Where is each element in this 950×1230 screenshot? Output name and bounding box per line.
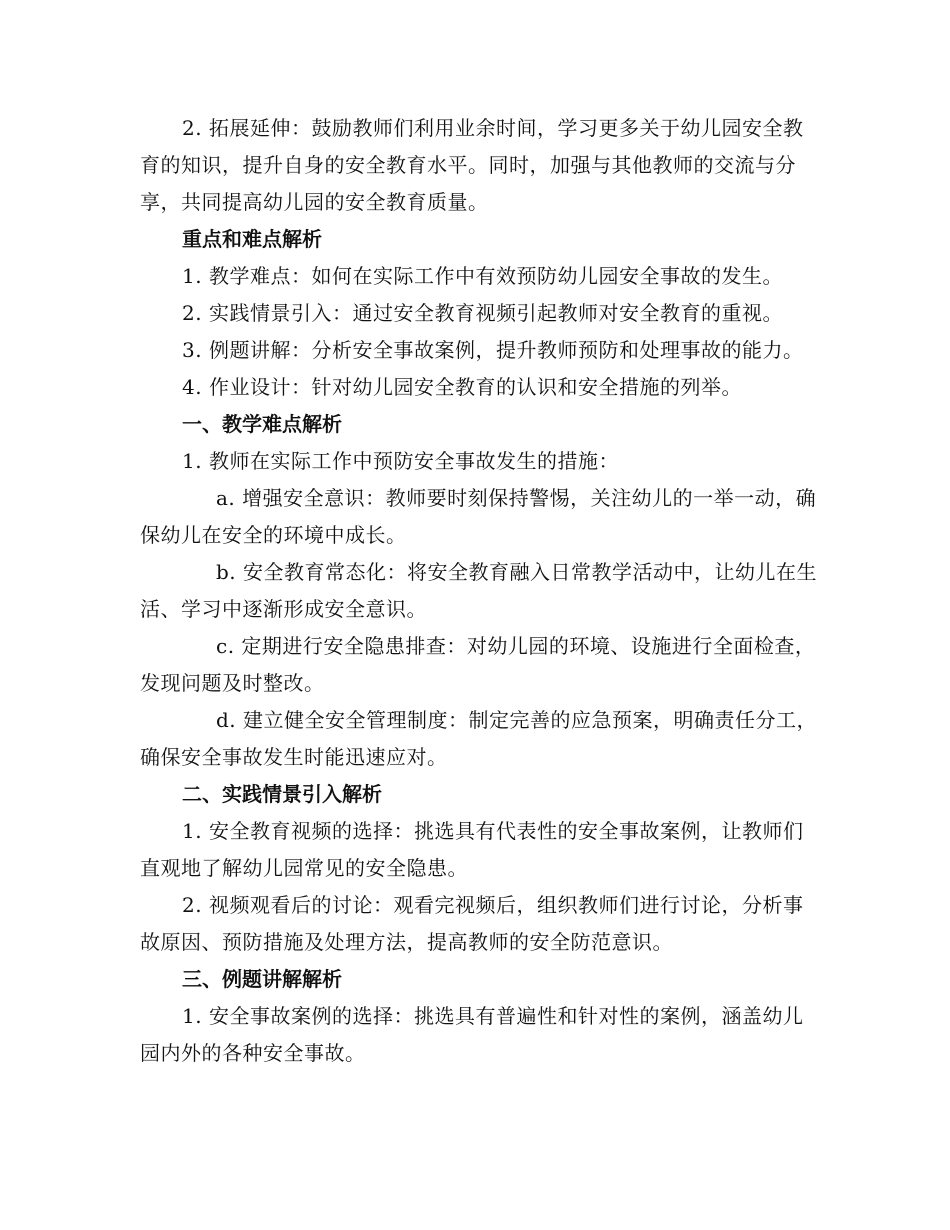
paragraph-homework: 4. 作业设计：针对幼儿园安全教育的认识和安全措施的列举。 — [182, 375, 742, 399]
paragraph-video-discussion: 2. 视频观看后的讨论：观看完视频后，组织教师们进行讨论，分析事故原因、预防措施及处理方法，提高教师的安全防范意识。 — [140, 893, 804, 954]
paragraph-video-selection: 1. 安全教育视频的选择：挑选具有代表性的安全事故案例，让教师们直观地了解幼儿园常见的安全隐患。 — [140, 819, 804, 880]
paragraph-examples: 3. 例题讲解：分析安全事故案例，提升教师预防和处理事故的能力。 — [182, 338, 804, 362]
list-item-a: a. 增强安全意识：教师要时刻保持警惕，关注幼儿的一举一动，确保幼儿在安全的环境中成长。 — [140, 486, 817, 547]
paragraph-scenario: 2. 实践情景引入：通过安全教育视频引起教师对安全教育的重视。 — [182, 301, 783, 325]
heading-section-2: 二、实践情景引入解析 — [182, 782, 382, 806]
heading-key-points: 重点和难点解析 — [182, 227, 322, 251]
list-item-c: c. 定期进行安全隐患排查：对幼儿园的环境、设施进行全面检查，发现问题及时整改。 — [140, 634, 816, 695]
list-item-b: b. 安全教育常态化：将安全教育融入日常教学活动中，让幼儿在生活、学习中逐渐形成安全意识。 — [140, 560, 818, 621]
paragraph-measures-intro: 1. 教师在实际工作中预防安全事故发生的措施： — [182, 449, 619, 473]
list-item-d: d. 建立健全安全管理制度：制定完善的应急预案，明确责任分工，确保安全事故发生时能迅速应对。 — [140, 708, 818, 769]
paragraph-extension: 2. 拓展延伸：鼓励教师们利用业余时间，学习更多关于幼儿园安全教育的知识，提升自身的安全教育水平。同时，加强与其他教师的交流与分享，共同提高幼儿园的安全教育质量。 — [140, 116, 804, 214]
document-body — [140, 110, 820, 1072]
paragraph-case-selection: 1. 安全事故案例的选择：挑选具有普遍性和针对性的案例，涵盖幼儿园内外的各种安全事故。 — [140, 1004, 804, 1065]
heading-section-1: 一、教学难点解析 — [182, 412, 342, 436]
heading-section-3: 三、例题讲解解析 — [182, 967, 342, 991]
paragraph-difficulty: 1. 教学难点：如何在实际工作中有效预防幼儿园安全事故的发生。 — [182, 264, 783, 288]
